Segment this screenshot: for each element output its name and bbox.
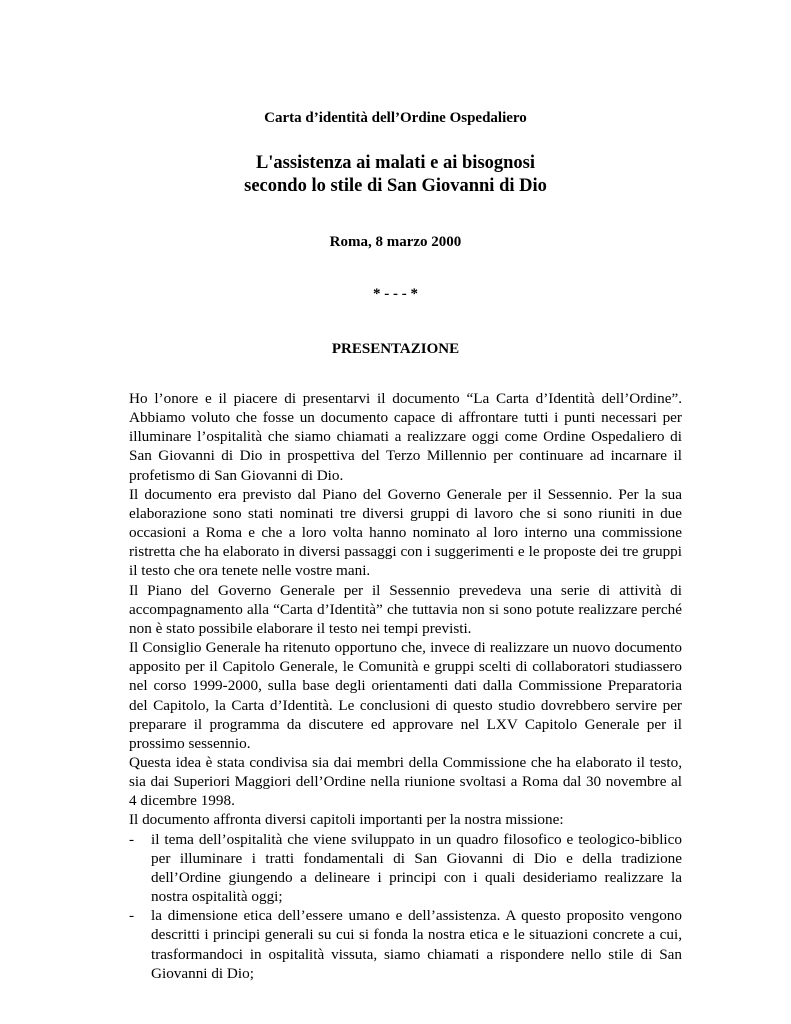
list-item xyxy=(129,830,682,907)
document-date: Roma, 8 marzo 2000 xyxy=(329,234,462,250)
body-paragraph: Il Consiglio Generale ha ritenuto opportuno che, invece di realizzare un nuovo documento apposito per il Capitolo Generale, le Comunità e gruppi scelti di collaboratori studiassero nel corso 1999-2000, sulla base degli orientamenti dati dalla Commissione Preparatoria del Capitolo, la Carta d’Identità. Le conclusioni di questo studio dovrebbero servire per preparare il programma da discutere ed approvare nel LXV Capitolo Generale per il prossimo sessennio. xyxy=(129,639,682,752)
list-item xyxy=(129,906,682,983)
list-item-text: la dimensione etica dell’essere umano e dell’assistenza. A questo proposito vengono descritti i principi generali su cui si fonda la nostra etica e le situazioni concrete a cui, trasformandoci in ospitalità vissuta, siamo chiamati a rispondere nello stile di San Giovanni di Dio; xyxy=(151,907,682,982)
document-title-line-1: L'assistenza ai malati e ai bisognosi xyxy=(255,153,536,173)
body-paragraph: Ho l’onore e il piacere di presentarvi il documento “La Carta d’Identità dell’Ordine”. Abbiamo voluto che fosse un documento capace di affrontare tutti i punti necessari per illuminare l’ospitalità che siamo chiamati a realizzare oggi come Ordine Ospedaliero di San Giovanni di Dio in prospettiva del Terzo Millennio per continuare ad incarnare il profetismo di San Giovanni di Dio. xyxy=(129,390,682,484)
document-body xyxy=(129,389,682,983)
document-title xyxy=(0,152,791,198)
body-paragraph: Questa idea è stata condivisa sia dai membri della Commissione che ha elaborato il testo, sia dai Superiori Maggiori dell’Ordine nella riunione svoltasi a Roma dal 30 novembre al 4 dicembre 1998. xyxy=(129,753,682,810)
body-paragraph: Il Piano del Governo Generale per il Sessennio prevedeva una serie di attività di accompagnamento alla “Carta d’Identità” che tuttavia non si sono potute realizzare perché non è stato possibile elaborare il testo nei tempi previsti. xyxy=(129,581,682,637)
body-paragraph: Il documento era previsto dal Piano del Governo Generale per il Sessennio. Per la sua elaborazione sono stati nominati tre diversi gruppi di lavoro che si sono riuniti in due occasioni a Roma e che a loro volta hanno nominato al loro interno una commissione ristretta che ha elaborato in diversi passaggi con i suggerimenti e le proposte dei tre gruppi il testo che ora tenete nelle vostre mani. xyxy=(129,485,682,580)
list-item-marker: - xyxy=(129,907,135,925)
document-title-line-2: secondo lo stile di San Giovanni di Dio xyxy=(244,176,547,196)
document-subtitle: Carta d’identità dell’Ordine Ospedaliero xyxy=(264,110,527,126)
list-item-marker: - xyxy=(129,830,135,848)
section-heading-presentazione: PRESENTAZIONE xyxy=(331,341,460,357)
section-separator: * - - - * xyxy=(373,286,418,302)
list-item-text: il tema dell’ospitalità che viene sviluppato in un quadro filosofico e teologico-biblico per illuminare i tratti fondamentali di San Giovanni di Dio e della tradizione dell’Ordine giungendo a delineare i principi con i quali desideriamo realizzare la nostra ospitalità oggi; xyxy=(151,830,682,906)
body-paragraph: Il documento affronta diversi capitoli importanti per la nostra missione: xyxy=(129,811,564,829)
